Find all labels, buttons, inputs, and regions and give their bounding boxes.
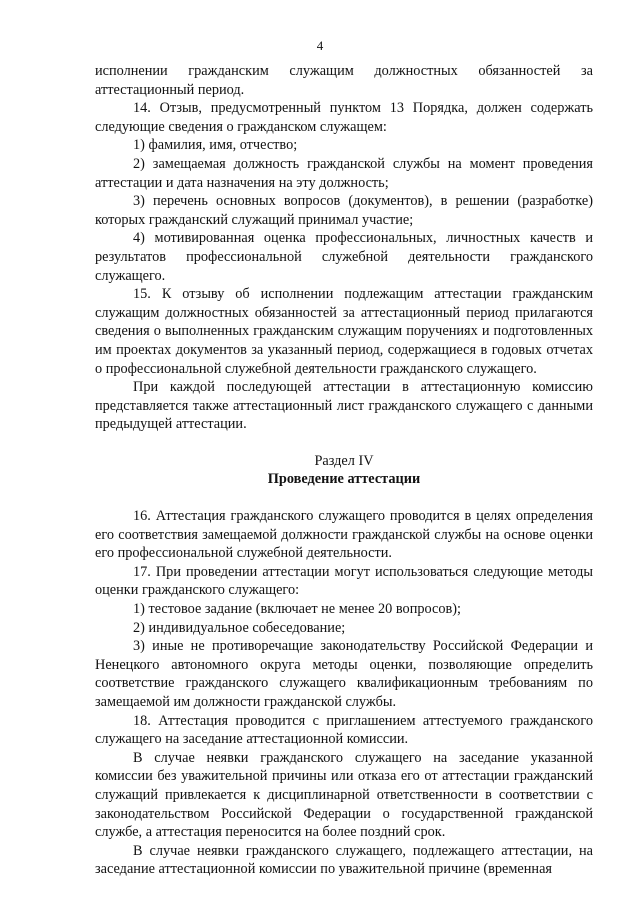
paragraph: исполнении гражданским служащим должностных обязанностей за аттестационный период. — [95, 63, 593, 98]
list-item: 3) перечень основных вопросов (документов), в решении (разработке) которых гражданский служащий принимал участие; — [95, 193, 593, 228]
list-item: 1) фамилия, имя, отчество; — [133, 137, 298, 154]
list-item: 1) тестовое задание (включает не менее 20 вопросов); — [133, 601, 461, 618]
section-spacer — [95, 489, 593, 507]
section-heading — [95, 452, 593, 489]
list-item: 2) индивидуальное собеседование; — [133, 619, 346, 636]
section-title: Проведение аттестации — [267, 471, 421, 488]
paragraph: 17. При проведении аттестации могут использоваться следующие методы оценки гражданского служащего: — [95, 563, 593, 599]
paragraph: 16. Аттестация гражданского служащего проводится в целях определения его соответствия замещаемой должности гражданской службы на основе оценки его профессиональной служебной деятельности. — [95, 508, 593, 562]
paragraph: 18. Аттестация проводится с приглашением аттестуемого гражданского служащего на заседание аттестационной комиссии. — [95, 712, 593, 748]
list-item: 4) мотивированная оценка профессиональных, личностных качеств и результатов профессиональной служебной деятельности гражданского служащего. — [95, 230, 593, 284]
document-body — [95, 62, 593, 879]
paragraph: При каждой последующей аттестации в аттестационную комиссию представляется также аттестационный лист гражданского служащего с данными предыдущей аттестации. — [95, 379, 593, 433]
section-label: Раздел IV — [314, 452, 374, 469]
paragraph: 14. Отзыв, предусмотренный пунктом 13 Порядка, должен содержать следующие сведения о гражданском служащем: — [95, 100, 593, 135]
list-item: 3) иные не противоречащие законодательству Российской Федерации и Ненецкого автономного округа методы оценки, позволяющие определить соответствие гражданского служащего квалификационным требованиям по замещаемой им должности гражданской службы. — [95, 638, 593, 710]
paragraph: В случае неявки гражданского служащего на заседание указанной комиссии без уважительной причины или отказа его от аттестации гражданский служащий привлекается к дисциплинарной ответственности в соответствии с законодательством Российской Федерации о государственной гражданской службе, а аттестация переносится на более поздний срок. — [95, 749, 593, 841]
list-item: 2) замещаемая должность гражданской службы на момент проведения аттестации и дата назначения на эту должность; — [95, 155, 593, 191]
paragraph: В случае неявки гражданского служащего, подлежащего аттестации, на заседание аттестационной комиссии по уважительной причине (временная — [95, 842, 593, 878]
paragraph: 15. К отзыву об исполнении подлежащим аттестации гражданским служащим должностных обязанностей за аттестационный период прилагаются сведения о выполненных гражданским служащим поручениях и подготовленных им проектах документов за указанный период, содержащиеся в годовых отчетах о профессиональной служебной деятельности гражданского служащего. — [95, 286, 593, 377]
page-number: 4 — [316, 38, 324, 53]
